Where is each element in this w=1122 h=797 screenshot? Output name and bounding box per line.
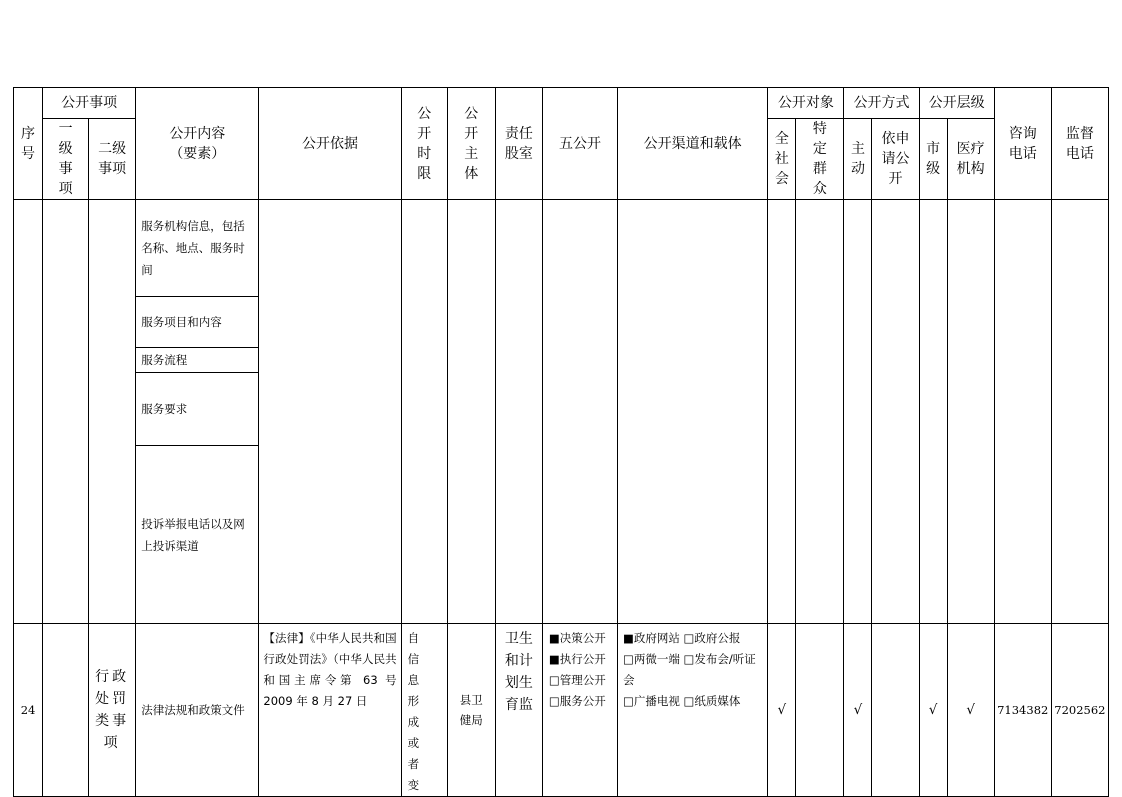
row24-level2: 行政处罚类事项: [89, 624, 136, 797]
header-content-line2: （要素）: [169, 145, 226, 162]
row24-channels: [618, 624, 768, 797]
header-level-medical: 医疗机构: [947, 119, 994, 200]
block1-level-city: [919, 200, 947, 624]
row24-seq: 24: [14, 624, 43, 797]
row24-content: 法律法规和政策文件: [136, 624, 259, 797]
header-target: 公开对象: [768, 88, 844, 119]
header-consult-phone: 咨询电话: [994, 88, 1051, 200]
block1-five-open: [542, 200, 617, 624]
block1-subject: [447, 200, 495, 624]
header-method: 公开方式: [844, 88, 919, 119]
row24-level1: [43, 624, 89, 797]
disclosure-table: [13, 87, 1109, 797]
row24-subject: 县卫健局: [447, 624, 495, 797]
five-open-option: ■执行公开: [548, 652, 606, 666]
header-level2: 二级事项: [89, 119, 136, 200]
header-level: 公开层级: [919, 88, 994, 119]
header-content-line1: 公开内容: [169, 125, 226, 142]
header-time-limit: 公开时限: [401, 88, 447, 200]
channel-option: ■政府网站 □政府公报: [623, 631, 741, 645]
header-level1: 一级事项: [43, 119, 89, 200]
content-item: 服务流程: [136, 348, 259, 373]
row24-level-medical: √: [947, 624, 994, 797]
block1-level2: [89, 200, 136, 624]
row24-consult-phone: 7134382: [994, 624, 1051, 797]
block1-method-apply: [872, 200, 919, 624]
row24-method-active: √: [844, 624, 872, 797]
row24-method-apply: [872, 624, 919, 797]
block1-basis: [259, 200, 401, 624]
header-target-specific: 特定群众: [796, 119, 844, 200]
block1-channels: [618, 200, 768, 624]
block1-office: [495, 200, 542, 624]
block1-method-active: [844, 200, 872, 624]
content-item: 服务项目和内容: [136, 297, 259, 348]
header-five-open: 五公开: [542, 88, 617, 200]
row24-supervise-phone: 7202562: [1051, 624, 1108, 797]
header-matters: 公开事项: [43, 88, 136, 119]
row24-level-city: √: [919, 624, 947, 797]
block1-supervise-phone: [1051, 200, 1108, 624]
header-subject: 公开主体: [447, 88, 495, 200]
header-target-all: 全社会: [768, 119, 796, 200]
table-row: [14, 200, 1109, 297]
block1-level-medical: [947, 200, 994, 624]
block1-seq: [14, 200, 43, 624]
block1-target-all: [768, 200, 796, 624]
header-office: 责任股室: [495, 88, 542, 200]
block1-consult-phone: [994, 200, 1051, 624]
block1-level1: [43, 200, 89, 624]
content-item: 服务机构信息，包括名称、地点、服务时间: [136, 200, 259, 297]
header-content: [136, 88, 259, 200]
header-supervise-phone: 监督电话: [1051, 88, 1108, 200]
header-seq: 序号: [14, 88, 43, 200]
five-open-option: □管理公开: [548, 673, 606, 687]
header-method-apply: 依申请公开: [872, 119, 919, 200]
channel-option: □两微一端 □发布会/听证会: [623, 652, 756, 687]
content-item: 服务要求: [136, 373, 259, 446]
five-open-option: □服务公开: [548, 694, 606, 708]
row24-target-all: √: [768, 624, 796, 797]
row24-five-open: [542, 624, 617, 797]
row24-office: 卫生和计划生育监: [495, 624, 542, 797]
header-level-city: 市级: [919, 119, 947, 200]
header-method-active: 主动: [844, 119, 872, 200]
header-channels: 公开渠道和载体: [618, 88, 768, 200]
five-open-option: ■决策公开: [548, 631, 606, 645]
block1-target-specific: [796, 200, 844, 624]
header-row-top: [14, 88, 1109, 119]
row24-target-specific: [796, 624, 844, 797]
row24-basis: 【法律】《中华人民共和国行政处罚法》（中华人民共和国主席令第 63 号 2009 年 8 月 27 日: [259, 624, 401, 797]
block1-time-limit: [401, 200, 447, 624]
channel-option: □广播电视 □纸质媒体: [623, 694, 741, 708]
header-basis: 公开依据: [259, 88, 401, 200]
content-item: 投诉举报电话以及网上投诉渠道: [136, 446, 259, 624]
table-row: [14, 624, 1109, 797]
row24-time-limit: 自信息形成或者变: [401, 624, 447, 797]
